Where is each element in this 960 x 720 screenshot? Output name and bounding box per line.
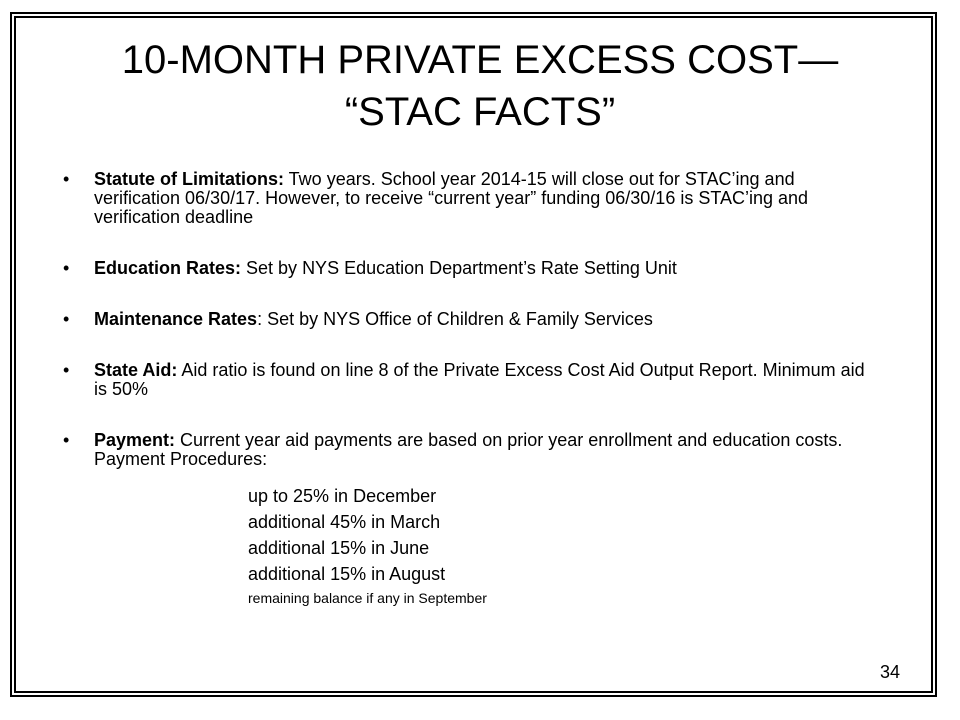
bullet-dot-icon: • bbox=[63, 309, 70, 329]
title-line-2: “STAC FACTS” bbox=[344, 90, 616, 134]
bullet-text: Current year aid payments are based on prior year enrollment and education costs. Payment Procedures: bbox=[94, 430, 843, 469]
bullet-dot-icon: • bbox=[63, 169, 70, 189]
bullet-dot-icon: • bbox=[63, 360, 70, 380]
bullet-education-rates bbox=[58, 259, 878, 278]
bullet-label: Maintenance Rates bbox=[94, 309, 258, 329]
bullet-statute-of-limitations bbox=[58, 170, 878, 227]
bullet-state-aid bbox=[58, 361, 878, 399]
bullet-maintenance-rates bbox=[58, 310, 878, 329]
title-line-1: 10-MONTH PRIVATE EXCESS COST— bbox=[121, 38, 839, 82]
bullet-text: Aid ratio is found on line 8 of the Private Excess Cost Aid Output Report. Minimum aid is 50% bbox=[94, 360, 865, 399]
bullet-text: : Set by NYS Office of Children & Family Services bbox=[257, 309, 653, 329]
schedule-item: remaining balance if any in September bbox=[248, 590, 487, 606]
slide-title bbox=[0, 34, 960, 138]
bullet-dot-icon: • bbox=[63, 430, 70, 450]
schedule-item: up to 25% in December bbox=[248, 486, 437, 506]
bullet-dot-icon: • bbox=[63, 258, 70, 278]
facts-list bbox=[58, 170, 878, 469]
bullet-payment bbox=[58, 431, 878, 469]
bullet-text: Set by NYS Education Department’s Rate Setting Unit bbox=[241, 258, 677, 278]
page-number: 34 bbox=[879, 662, 900, 682]
payment-schedule bbox=[248, 483, 487, 609]
schedule-item: additional 45% in March bbox=[248, 512, 441, 532]
bullet-text: Two years. School year 2014-15 will close out for STAC’ing and verification 06/30/17. However, to receive “current year” funding 06/30/16 is STAC’ing and verification deadline bbox=[94, 169, 809, 227]
bullet-label: Payment: bbox=[94, 430, 176, 450]
bullet-label: Education Rates: bbox=[94, 258, 242, 278]
schedule-item: additional 15% in August bbox=[248, 564, 446, 584]
bullet-label: State Aid: bbox=[94, 360, 178, 380]
bullet-label: Statute of Limitations: bbox=[94, 169, 284, 189]
schedule-item: additional 15% in June bbox=[248, 538, 430, 558]
